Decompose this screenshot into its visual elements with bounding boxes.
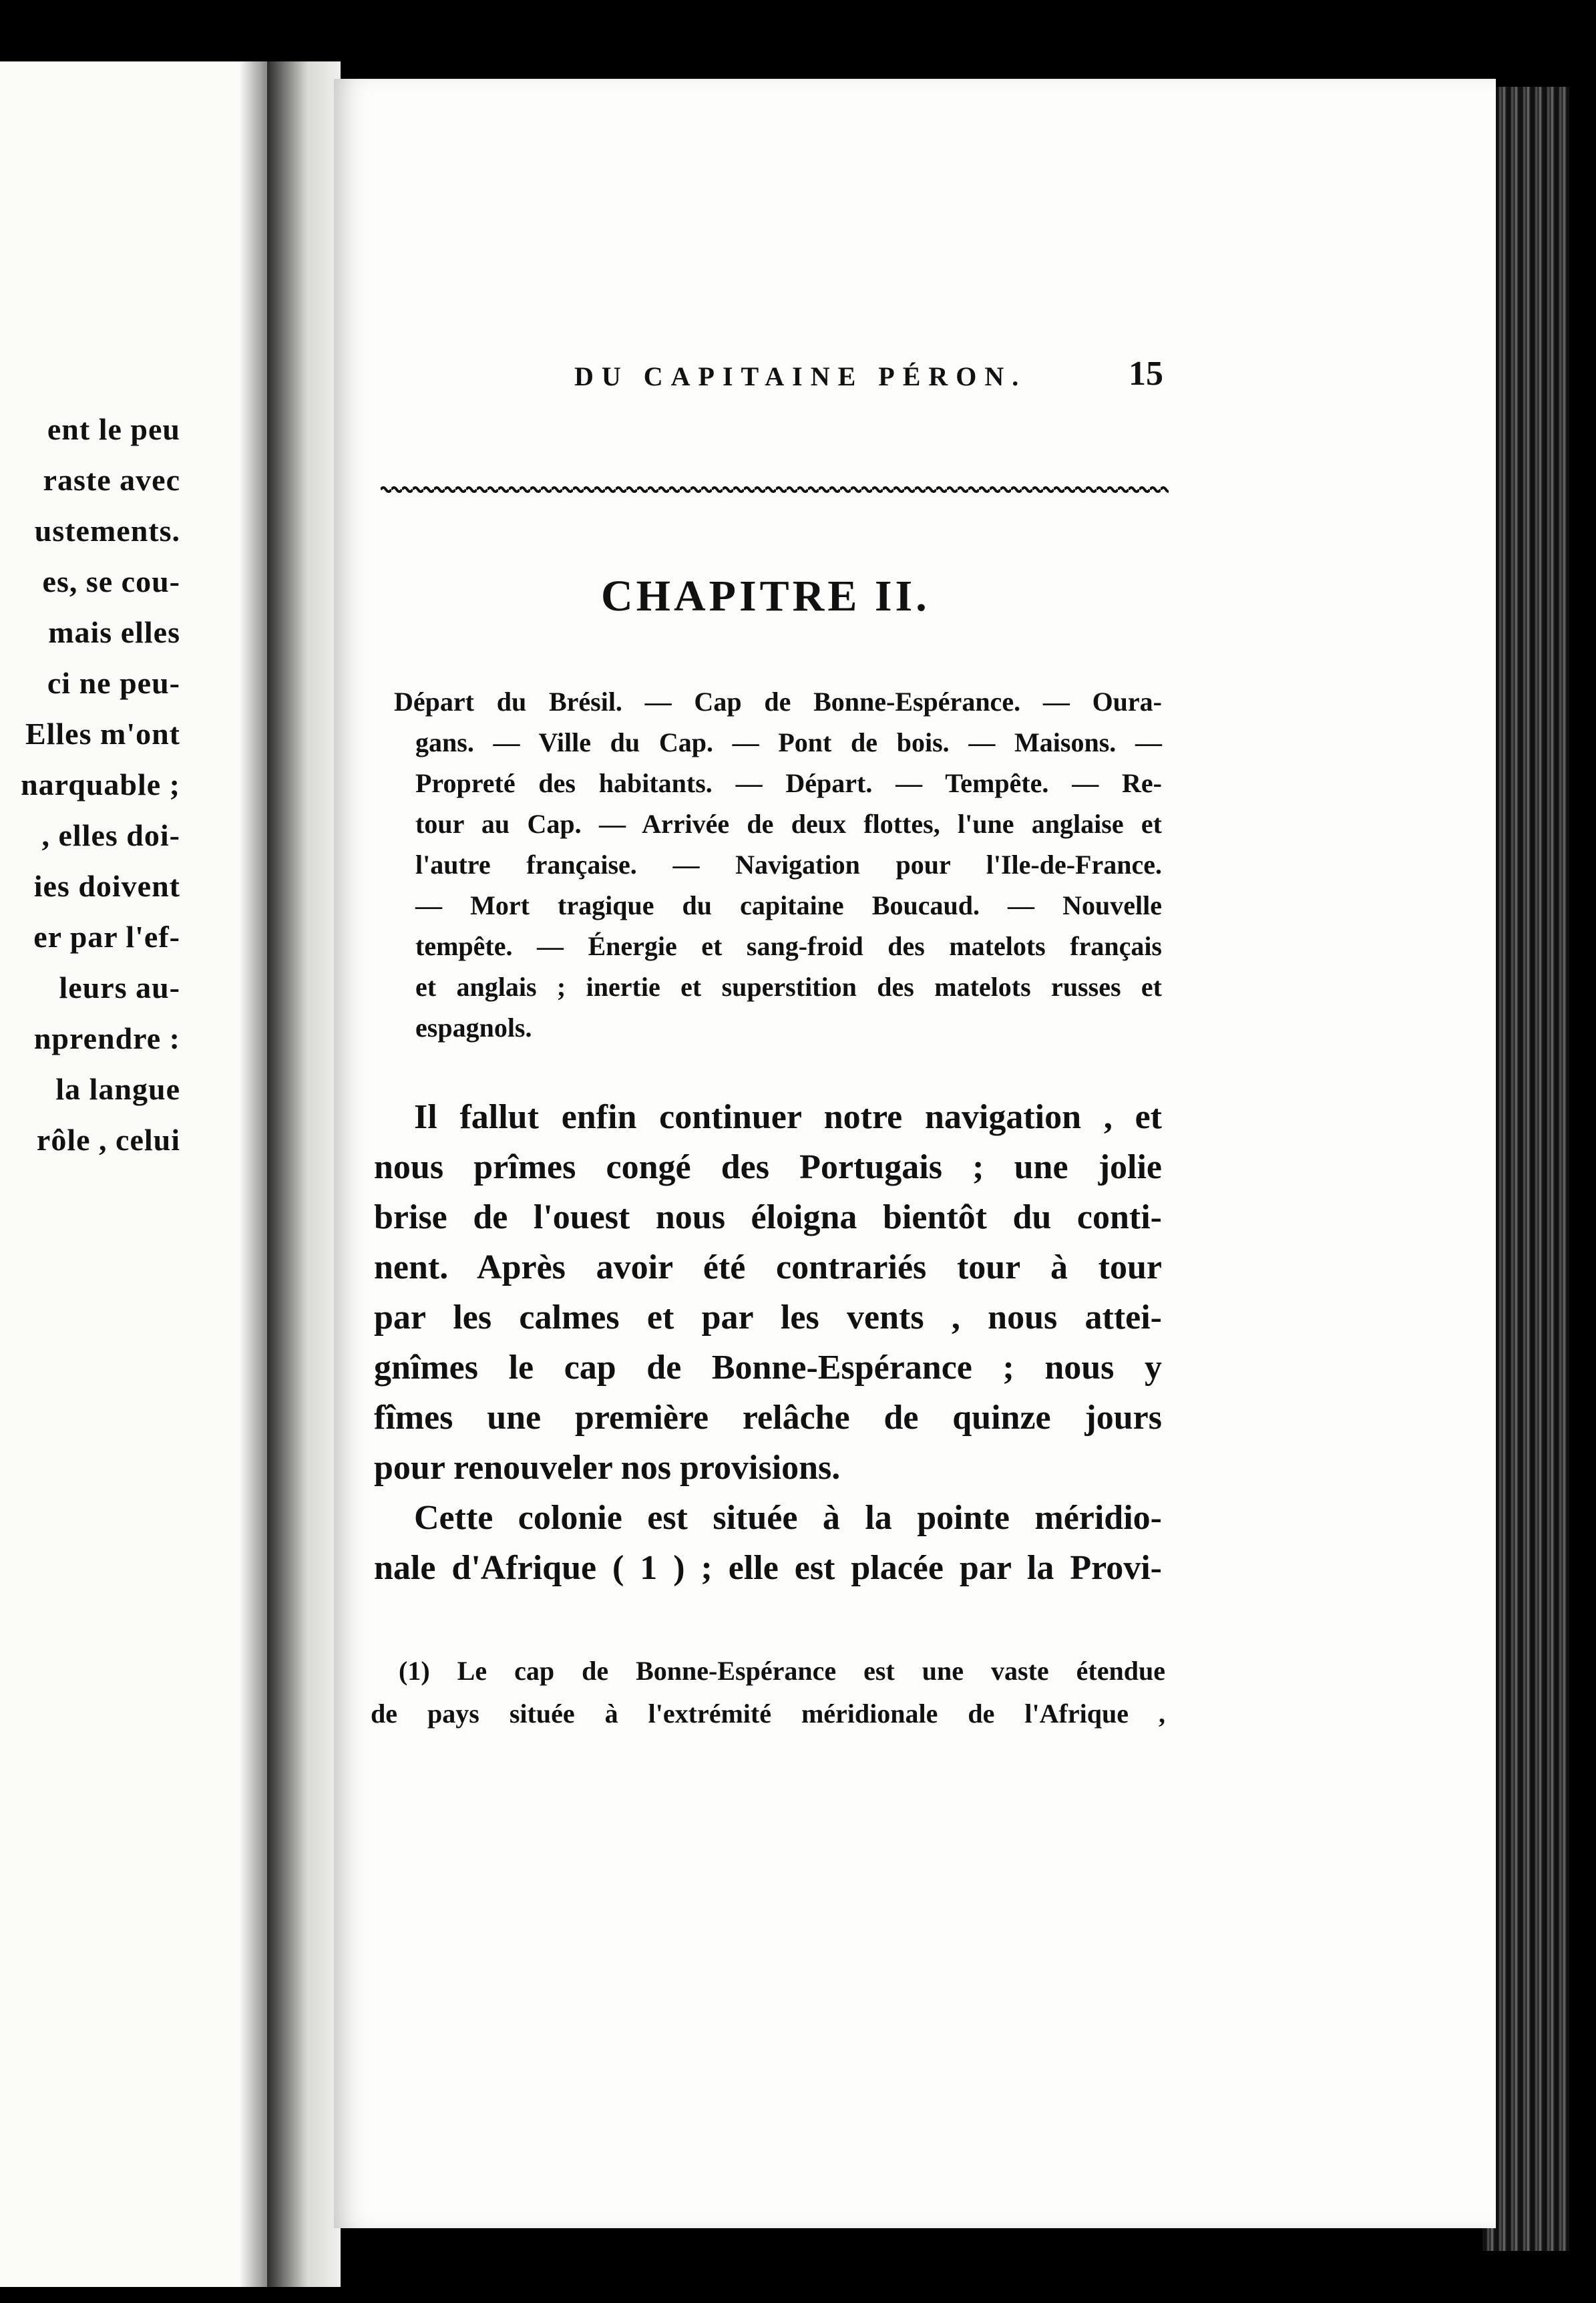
previous-page (0, 61, 267, 2287)
body-text (374, 1092, 1162, 1593)
body-line: fîmes une première relâche de quinze jours (374, 1399, 1162, 1437)
previous-page-line: narquable ; (21, 767, 180, 802)
summary-line: tempête. — Énergie et sang-froid des matelots français (415, 931, 1162, 961)
previous-page-line: ci ne peu- (47, 666, 180, 700)
footnote (371, 1650, 1165, 1735)
previous-page-line: nprendre : (33, 1021, 180, 1055)
ornamental-rule (381, 485, 1169, 494)
book-binding (267, 61, 341, 2287)
previous-page-line: ent le peu (47, 412, 180, 446)
previous-page-line: ustements. (34, 514, 180, 548)
summary-line: Départ du Brésil. — Cap de Bonne-Espérance. — Oura- (394, 687, 1162, 717)
previous-page-line: rôle , celui (36, 1123, 180, 1157)
body-line: par les calmes et par les vents , nous attei- (374, 1298, 1162, 1337)
previous-page-line: Elles m'ont (25, 717, 180, 751)
body-line: brise de l'ouest nous éloigna bientôt du conti- (374, 1198, 1162, 1236)
running-header: DU CAPITAINE PÉRON. (574, 361, 1027, 391)
body-line: nent. Après avoir été contrariés tour à tour (374, 1248, 1162, 1286)
summary-line: Propreté des habitants. — Départ. — Tempête. — Re- (415, 768, 1162, 798)
gutter-shadow (239, 61, 267, 2287)
body-line: nale d'Afrique ( 1 ) ; elle est placée par la Provi- (374, 1549, 1162, 1587)
body-line: Cette colonie est située à la pointe méridio- (414, 1499, 1162, 1537)
summary-line: gans. — Ville du Cap. — Pont de bois. — Maisons. — (415, 727, 1162, 757)
previous-page-line: la langue (55, 1072, 180, 1106)
chapter-summary (394, 681, 1162, 1048)
body-line: Il fallut enfin continuer notre navigation , et (414, 1098, 1162, 1136)
summary-line: et anglais ; inertie et superstition des matelots russes et (415, 972, 1162, 1002)
previous-page-line: er par l'ef- (33, 920, 180, 954)
summary-line: l'autre française. — Navigation pour l'Ile-de-France. (415, 850, 1162, 880)
body-line: gnîmes le cap de Bonne-Espérance ; nous y (374, 1349, 1162, 1387)
previous-page-line: es, se cou- (42, 564, 180, 598)
body-line: pour renouveler nos provisions. (374, 1449, 841, 1487)
summary-line: tour au Cap. — Arrivée de deux flottes, l'une anglaise et (415, 809, 1162, 839)
previous-page-line: , elles doi- (41, 818, 180, 852)
summary-line: espagnols. (415, 1013, 532, 1043)
previous-page-line: raste avec (43, 463, 180, 497)
body-line: nous prîmes congé des Portugais ; une jolie (374, 1148, 1162, 1186)
previous-page-line: ies doivent (33, 869, 180, 903)
summary-line: — Mort tragique du capitaine Boucaud. — Nouvelle (415, 890, 1162, 920)
footnote-line: (1) Le cap de Bonne-Espérance est une vaste étendue (399, 1656, 1165, 1686)
page-number: 15 (1129, 355, 1163, 393)
previous-page-line: leurs au- (59, 970, 180, 1005)
chapter-title: CHAPITRE II. (601, 572, 930, 621)
footnote-line: de pays située à l'extrémité méridionale de l'Afrique , (371, 1699, 1165, 1729)
previous-page-line: mais elles (48, 615, 180, 649)
